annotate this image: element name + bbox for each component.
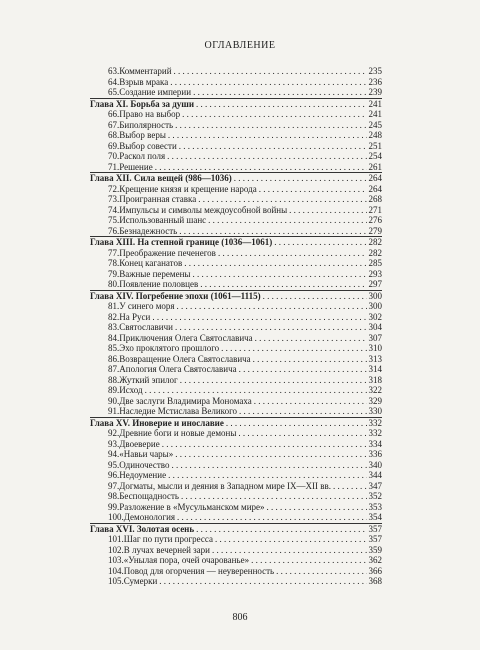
dot-leader [177, 301, 367, 312]
toc-entry [90, 481, 382, 492]
dot-leader [259, 184, 367, 195]
toc-entry [90, 364, 382, 375]
entry-title: Импульсы и символы междоусобной войны [119, 204, 288, 215]
entry-title: Взрыв мрака [119, 76, 169, 87]
entry-number: 72. [108, 183, 120, 194]
page-ref: 357 [368, 523, 382, 534]
toc-entry [90, 396, 382, 407]
chapter-heading [90, 173, 382, 184]
page-ref: 336 [368, 449, 382, 459]
page-ref: 254 [368, 151, 382, 161]
dot-leader [289, 205, 366, 216]
dot-leader [255, 333, 367, 344]
dot-leader [145, 385, 367, 396]
page-header: ОГЛАВЛЕНИЕ [204, 40, 276, 51]
entry-title: «Навьи чары» [119, 449, 174, 459]
entry-title: Выбор совести [119, 140, 177, 151]
dot-leader [162, 439, 367, 450]
page-ref: 366 [368, 565, 382, 576]
dot-leader [239, 364, 367, 375]
page-ref: 282 [368, 247, 382, 258]
entry-title: Разложение в «Мусульманском мире» [119, 501, 265, 512]
toc-entry [90, 205, 382, 216]
entry-title: Святославичи [119, 322, 173, 332]
entry-number: 86. [108, 353, 120, 364]
entry-title: Догматы, мысли и деяния в Западном мире IX—XII вв. [119, 480, 332, 491]
dot-leader [333, 481, 366, 492]
toc-entry [90, 354, 382, 365]
entry-title: Крещение князя и крещение народа [119, 183, 257, 194]
entry-number: 68. [108, 130, 120, 140]
entry-title: Использованный шанс [119, 215, 207, 225]
dot-leader [253, 354, 367, 365]
entry-title: Решение [119, 161, 153, 172]
dot-leader [251, 555, 366, 566]
dot-leader [215, 534, 367, 545]
page-ref: 304 [368, 322, 382, 332]
toc-entry [90, 279, 382, 290]
dot-leader [254, 396, 367, 407]
page-ref: 245 [368, 119, 382, 130]
page-ref: 344 [368, 470, 382, 480]
entry-number: 83. [108, 322, 120, 332]
dot-leader [170, 77, 366, 88]
page-ref: 302 [368, 311, 382, 322]
chapter-title: Глава XII. Сила вещей (986—1036) [90, 173, 232, 183]
page-ref: 300 [368, 301, 382, 311]
entry-number: 95. [108, 459, 120, 470]
entry-number: 85. [108, 343, 120, 353]
entry-title: Две заслуги Владимира Мономаха [119, 395, 252, 406]
toc-entry [90, 184, 382, 195]
dot-leader [179, 226, 366, 237]
page-ref: 293 [368, 268, 382, 279]
entry-title: Эхо проклятого прошлого [119, 343, 220, 353]
entry-number: 66. [108, 109, 120, 119]
toc-entry [90, 66, 382, 77]
page-ref: 354 [368, 512, 382, 522]
entry-title: Двоеверие [119, 438, 160, 449]
entry-number: 98. [108, 491, 120, 501]
chapter-heading [90, 418, 382, 429]
dot-leader [184, 258, 366, 269]
entry-title: Право на выбор [119, 109, 181, 119]
page-ref: 313 [368, 353, 382, 364]
entry-number: 84. [108, 332, 120, 343]
page-ref: 362 [368, 555, 382, 565]
chapter-heading [90, 524, 382, 535]
page-ref: 353 [368, 501, 382, 512]
toc-entry [90, 258, 382, 269]
entry-number: 81. [108, 301, 120, 311]
page-ref: 352 [368, 491, 382, 501]
entry-number: 63. [108, 66, 120, 76]
toc-entry [90, 449, 382, 460]
page-ref: 322 [368, 385, 382, 395]
dot-leader [175, 120, 366, 131]
toc-entry [90, 215, 382, 226]
toc-entry [90, 333, 382, 344]
dot-leader [168, 130, 367, 141]
dot-leader [159, 576, 366, 587]
entry-title: Недоумение [119, 470, 167, 480]
toc-entry [90, 77, 382, 88]
toc-entry [90, 162, 382, 173]
page-ref: 310 [368, 343, 382, 353]
page-ref: 368 [368, 576, 382, 586]
entry-number: 73. [108, 194, 120, 204]
dot-leader [276, 566, 366, 577]
dot-leader [263, 291, 367, 302]
table-of-contents [90, 66, 382, 587]
entry-number: 103. [108, 555, 124, 565]
entry-number: 75. [108, 215, 120, 225]
dot-leader [155, 162, 367, 173]
page-ref: 264 [368, 173, 382, 183]
toc-entry [90, 120, 382, 131]
dot-leader [177, 512, 366, 523]
page-ref: 330 [368, 406, 382, 416]
dot-leader [193, 87, 366, 98]
dot-leader [267, 502, 367, 513]
entry-title: «Унылая пора, очей очарованье» [123, 555, 250, 565]
toc-entry [90, 194, 382, 205]
page-ref: 241 [368, 109, 382, 119]
toc-entry [90, 470, 382, 481]
toc-entry [90, 87, 382, 98]
entry-number: 104. [108, 565, 124, 576]
toc-entry [90, 343, 382, 354]
entry-number: 89. [108, 385, 120, 395]
dot-leader [192, 269, 366, 280]
dot-leader [198, 194, 366, 205]
entry-number: 99. [108, 501, 120, 512]
dot-leader [181, 491, 366, 502]
entry-number: 69. [108, 140, 120, 151]
entry-number: 100. [108, 512, 124, 522]
toc-entry [90, 322, 382, 333]
toc-entry [90, 566, 382, 577]
page-ref: 332 [368, 417, 382, 428]
page-ref: 239 [368, 87, 382, 97]
page-ref: 332 [368, 428, 382, 438]
toc-entry [90, 151, 382, 162]
entry-number: 79. [108, 268, 120, 279]
page-ref: 261 [368, 161, 382, 172]
toc-entry [90, 502, 382, 513]
entry-title: Безнадежность [119, 225, 178, 236]
dot-leader [234, 173, 367, 184]
toc-entry [90, 491, 382, 502]
entry-title: Биполярность [119, 119, 174, 130]
dot-leader [208, 215, 366, 226]
toc-entry [90, 512, 382, 523]
entry-number: 91. [108, 406, 120, 416]
entry-number: 82. [108, 311, 120, 322]
page-ref: 235 [368, 66, 382, 76]
entry-title: Важные перемены [119, 268, 191, 279]
dot-leader [239, 406, 366, 417]
entry-title: Выбор веры [119, 130, 166, 140]
dot-leader [182, 109, 366, 120]
entry-number: 88. [108, 374, 120, 385]
toc-entry [90, 226, 382, 237]
entry-title: Комментарий [119, 66, 172, 76]
entry-number: 71. [108, 161, 120, 172]
dot-leader [196, 524, 366, 535]
entry-title: Демонология [123, 512, 176, 522]
dot-leader [238, 428, 366, 439]
toc-entry [90, 406, 382, 417]
toc-entry [90, 385, 382, 396]
entry-number: 76. [108, 225, 120, 236]
page-ref: 329 [368, 395, 382, 406]
toc-entry [90, 141, 382, 152]
dot-leader [221, 343, 366, 354]
entry-number: 80. [108, 279, 120, 289]
dot-leader [175, 449, 366, 460]
page-ref: 282 [368, 237, 382, 247]
page-ref: 264 [368, 183, 382, 194]
page-ref: 268 [368, 194, 382, 204]
toc-entry [90, 534, 382, 545]
dot-leader [179, 141, 367, 152]
page-ref: 318 [368, 374, 382, 385]
entry-number: 74. [108, 204, 120, 215]
chapter-title: Глава XI. Борьба за души [90, 98, 195, 109]
entry-title: Раскол поля [119, 151, 166, 161]
toc-entry [90, 555, 382, 566]
dot-leader [175, 322, 367, 333]
page-ref: 307 [368, 332, 382, 343]
page-ref: 241 [368, 98, 382, 109]
entry-title: Беспощадность [119, 491, 180, 501]
toc-entry [90, 109, 382, 120]
toc-entry [90, 130, 382, 141]
dot-leader [274, 237, 366, 248]
page-ref: 314 [368, 364, 382, 374]
toc-entry [90, 269, 382, 280]
chapter-title: Глава XV. Иноверие и инославие [90, 417, 224, 428]
entry-number: 105. [108, 576, 124, 586]
page-ref: 300 [368, 290, 382, 301]
entry-number: 90. [108, 395, 120, 406]
entry-title: Одиночество [119, 459, 170, 470]
dot-leader [152, 312, 366, 323]
entry-title: Появление половцев [119, 279, 199, 289]
toc-entry [90, 248, 382, 259]
page-ref: 285 [368, 258, 382, 268]
page-ref: 347 [368, 480, 382, 491]
entry-title: Исход [119, 385, 143, 395]
entry-title: Конец каганатов [119, 258, 183, 268]
dot-leader [180, 375, 367, 386]
entry-number: 97. [108, 480, 120, 491]
entry-title: Древние боги и новые демоны [119, 428, 237, 438]
chapter-heading [90, 99, 382, 110]
dot-leader [171, 460, 366, 471]
entry-title: Повод для огорчения — неуверенность [123, 565, 275, 576]
chapter-title: Глава XVI. Золотая осень [90, 523, 195, 534]
entry-number: 77. [108, 247, 120, 258]
dot-leader [218, 248, 367, 259]
dot-leader [200, 279, 366, 290]
entry-number: 102. [108, 544, 124, 555]
entry-title: Сумерки [123, 576, 158, 586]
entry-number: 64. [108, 76, 120, 87]
toc-entry [90, 428, 382, 439]
entry-title: Апология Олега Святославича [119, 364, 237, 374]
page-ref: 236 [368, 76, 382, 87]
entry-title: Наследие Мстислава Великого [119, 406, 238, 416]
entry-number: 92. [108, 428, 120, 438]
entry-number: 67. [108, 119, 120, 130]
page-ref: 248 [368, 130, 382, 140]
entry-number: 65. [108, 87, 120, 97]
entry-title: Жуткий эпилог [119, 374, 178, 385]
page-ref: 297 [368, 279, 382, 289]
entry-number: 93. [108, 438, 120, 449]
entry-title: В лучах вечерней зари [123, 544, 210, 555]
entry-number: 101. [108, 534, 124, 544]
page-ref: 251 [368, 140, 382, 151]
entry-title: Возвращение Олега Святославича [119, 353, 251, 364]
page-ref: 279 [368, 225, 382, 236]
entry-number: 94. [108, 449, 120, 459]
toc-entry [90, 312, 382, 323]
dot-leader [226, 418, 367, 429]
entry-number: 96. [108, 470, 120, 480]
entry-number: 87. [108, 364, 120, 374]
toc-entry [90, 301, 382, 312]
dot-leader [212, 545, 367, 556]
dot-leader [167, 151, 366, 162]
page-ref: 340 [368, 459, 382, 470]
page-number: 806 [232, 612, 248, 623]
chapter-title: Глава XIV. Погребение эпохи (1061—1115) [90, 290, 261, 301]
dot-leader [174, 66, 367, 77]
entry-title: Приключения Олега Святославича [119, 332, 253, 343]
entry-number: 78. [108, 258, 120, 268]
entry-title: Преображение печенегов [119, 247, 216, 258]
entry-number: 70. [108, 151, 120, 161]
toc-entry [90, 439, 382, 450]
dot-leader [196, 99, 366, 110]
entry-title: Шаг по пути прогресса [123, 534, 213, 544]
page-ref: 359 [368, 544, 382, 555]
page-ref: 271 [368, 204, 382, 215]
chapter-heading [90, 291, 382, 302]
dot-leader [168, 470, 366, 481]
entry-title: У синего моря [119, 301, 175, 311]
page-ref: 334 [368, 438, 382, 449]
toc-entry [90, 460, 382, 471]
page-ref: 276 [368, 215, 382, 225]
entry-title: Создание империи [119, 87, 192, 97]
toc-entry [90, 545, 382, 556]
toc-entry [90, 375, 382, 386]
entry-title: Проигранная ставка [119, 194, 197, 204]
toc-entry [90, 576, 382, 587]
chapter-heading [90, 237, 382, 248]
page-ref: 357 [368, 534, 382, 544]
chapter-title: Глава XIII. На степной границе (1036—1061) [90, 237, 273, 247]
entry-title: На Руси [119, 311, 151, 322]
